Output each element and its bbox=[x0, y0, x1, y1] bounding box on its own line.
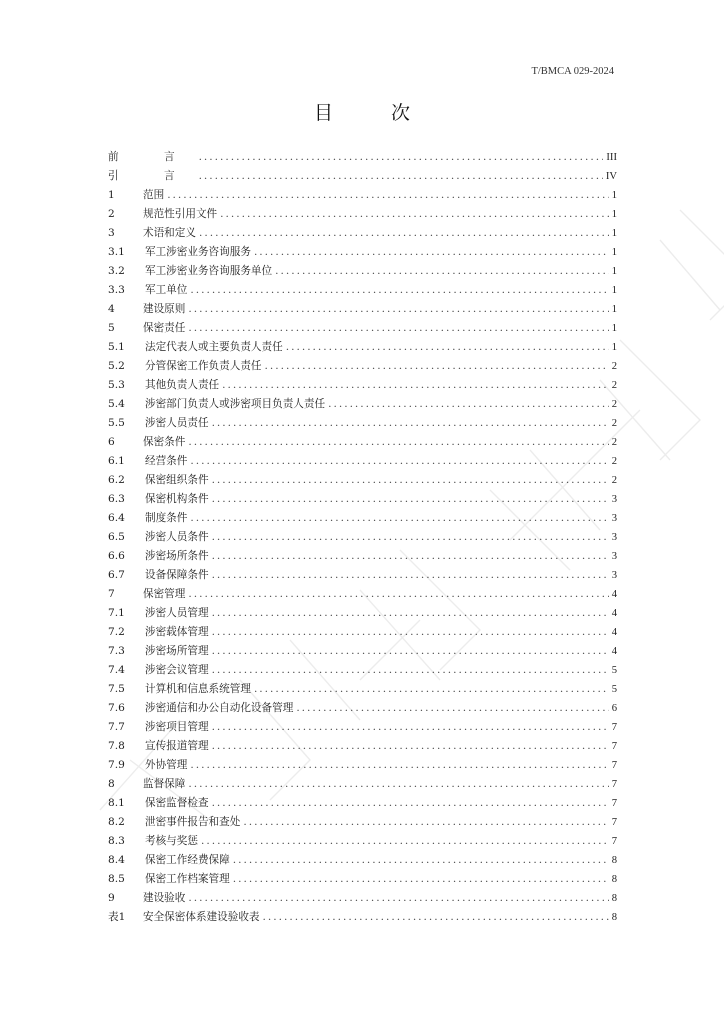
toc-leader-dots bbox=[190, 509, 608, 528]
toc-entry-page: 7 bbox=[611, 760, 617, 771]
toc-entry[interactable] bbox=[108, 585, 617, 604]
toc-entry-number: 7.5 bbox=[108, 683, 125, 695]
toc-entry-page: 1 bbox=[611, 228, 617, 239]
toc-entry[interactable] bbox=[108, 870, 617, 889]
toc-entry-label: 其他负责人责任 bbox=[145, 379, 220, 391]
toc-leader-dots bbox=[233, 870, 609, 889]
toc-entry-number: 6.3 bbox=[108, 493, 125, 505]
toc-entry-number: 1 bbox=[108, 189, 115, 201]
toc-leader-dots bbox=[265, 357, 609, 376]
toc-entry-label: 设备保障条件 bbox=[145, 569, 209, 581]
toc-leader-dots bbox=[188, 775, 608, 794]
toc-entry[interactable] bbox=[108, 680, 617, 699]
toc-entry[interactable] bbox=[108, 889, 617, 908]
toc-entry-label: 规范性引用文件 bbox=[143, 208, 218, 220]
toc-entry-number: 8.5 bbox=[108, 873, 125, 885]
toc-entry-number: 8.1 bbox=[108, 797, 125, 809]
toc-entry-page: 1 bbox=[611, 247, 617, 258]
toc-leader-dots bbox=[199, 148, 604, 167]
toc-entry[interactable] bbox=[108, 490, 617, 509]
toc-entry-number: 6.7 bbox=[108, 569, 125, 581]
toc-entry-page: 1 bbox=[611, 323, 617, 334]
toc-leader-dots bbox=[212, 623, 609, 642]
toc-entry-label: 经营条件 bbox=[145, 455, 188, 467]
toc-leader-dots bbox=[233, 851, 609, 870]
toc-entry-page: 4 bbox=[611, 608, 617, 619]
toc-entry-page: 2 bbox=[611, 361, 617, 372]
toc-entry-label: 涉密载体管理 bbox=[145, 626, 209, 638]
toc-leader-dots bbox=[188, 585, 608, 604]
toc-entry-number: 5.4 bbox=[108, 398, 125, 410]
toc-entry-page: 2 bbox=[611, 380, 617, 391]
toc-entry-label: 制度条件 bbox=[145, 512, 188, 524]
toc-entry-page: 7 bbox=[611, 798, 617, 809]
toc-entry-number: 3 bbox=[108, 227, 115, 239]
toc-entry[interactable] bbox=[108, 851, 617, 870]
document-code: T/BMCA 029-2024 bbox=[531, 66, 614, 77]
toc-leader-dots bbox=[212, 471, 609, 490]
toc-entry[interactable] bbox=[108, 775, 617, 794]
toc-entry-page: 7 bbox=[611, 779, 617, 790]
toc-entry-label: 建设原则 bbox=[143, 303, 186, 315]
toc-entry-number: 5 bbox=[108, 322, 115, 334]
toc-entry-number: 5.5 bbox=[108, 417, 125, 429]
toc-leader-dots bbox=[188, 319, 608, 338]
toc-entry-number: 8.2 bbox=[108, 816, 125, 828]
toc-entry-label: 计算机和信息系统管理 bbox=[145, 683, 251, 695]
toc-entry-number: 8.4 bbox=[108, 854, 125, 866]
toc-entry-number: 6.5 bbox=[108, 531, 125, 543]
toc-entry-label: 外协管理 bbox=[145, 759, 188, 771]
toc-entry[interactable] bbox=[108, 908, 617, 927]
toc-entry[interactable] bbox=[108, 794, 617, 813]
toc-leader-dots bbox=[263, 908, 609, 927]
toc-entry[interactable] bbox=[108, 661, 617, 680]
toc-entry-page: 3 bbox=[611, 532, 617, 543]
toc-entry[interactable] bbox=[108, 281, 617, 300]
toc-entry-label: 泄密事件报告和查处 bbox=[145, 816, 241, 828]
toc-leader-dots bbox=[188, 889, 608, 908]
toc-entry-number: 7 bbox=[108, 588, 115, 600]
toc-entry-page: 3 bbox=[611, 494, 617, 505]
toc-leader-dots bbox=[212, 718, 609, 737]
toc-entry-page: 3 bbox=[611, 570, 617, 581]
toc-leader-dots bbox=[199, 224, 609, 243]
toc-entry-page: 8 bbox=[611, 874, 617, 885]
toc-entry-label: 保密机构条件 bbox=[145, 493, 209, 505]
toc-entry-page: 4 bbox=[611, 589, 617, 600]
toc-entry-page: 2 bbox=[611, 437, 617, 448]
toc-entry-label: 保密条件 bbox=[143, 436, 186, 448]
toc-leader-dots bbox=[212, 547, 609, 566]
toc-entry-number: 6 bbox=[108, 436, 115, 448]
toc-entry-label: 涉密项目管理 bbox=[145, 721, 209, 733]
toc-entry-label: 涉密通信和办公自动化设备管理 bbox=[145, 702, 294, 714]
toc-leader-dots bbox=[212, 794, 609, 813]
toc-leader-dots bbox=[254, 243, 609, 262]
toc-entry[interactable] bbox=[108, 756, 617, 775]
toc-entry-number: 9 bbox=[108, 892, 115, 904]
toc-leader-dots bbox=[222, 376, 609, 395]
toc-entry-number: 3.3 bbox=[108, 284, 125, 296]
toc-leader-dots bbox=[212, 661, 609, 680]
toc-entry-number: 表1 bbox=[108, 911, 126, 923]
toc-entry-label: 保密工作档案管理 bbox=[145, 873, 230, 885]
toc-entry[interactable] bbox=[108, 699, 617, 718]
toc-entry-number: 2 bbox=[108, 208, 115, 220]
toc-entry-label: 保密监督检查 bbox=[145, 797, 209, 809]
toc-entry-label: 范围 bbox=[143, 189, 165, 201]
toc-entry-page: 4 bbox=[611, 646, 617, 657]
toc-entry[interactable] bbox=[108, 832, 617, 851]
toc-entry-page: 8 bbox=[611, 912, 617, 923]
toc-leader-dots bbox=[167, 186, 609, 205]
toc-entry-page: 1 bbox=[611, 342, 617, 353]
toc-entry[interactable] bbox=[108, 718, 617, 737]
toc-entry[interactable] bbox=[108, 338, 617, 357]
toc-leader-dots bbox=[212, 566, 609, 585]
toc-entry-page: 2 bbox=[611, 418, 617, 429]
toc-leader-dots bbox=[254, 680, 609, 699]
toc-entry-label: 军工涉密业务咨询服务单位 bbox=[145, 265, 273, 277]
toc-entry-number: 6.4 bbox=[108, 512, 125, 524]
toc-entry[interactable] bbox=[108, 300, 617, 319]
toc-leader-dots bbox=[220, 205, 609, 224]
toc-entry-page: 5 bbox=[611, 665, 617, 676]
toc-entry-label: 分管保密工作负责人责任 bbox=[145, 360, 262, 372]
toc-leader-dots bbox=[188, 300, 608, 319]
toc-entry-number: 5.3 bbox=[108, 379, 125, 391]
toc-entry[interactable] bbox=[108, 452, 617, 471]
toc-entry[interactable] bbox=[108, 813, 617, 832]
toc-entry-number: 8.3 bbox=[108, 835, 125, 847]
toc-entry[interactable] bbox=[108, 737, 617, 756]
page-title: 目 次 bbox=[313, 102, 437, 124]
toc-entry-label: 军工单位 bbox=[145, 284, 188, 296]
toc-entry-number: 7.4 bbox=[108, 664, 125, 676]
toc-entry[interactable] bbox=[108, 395, 617, 414]
toc-entry-label: 监督保障 bbox=[143, 778, 186, 790]
toc-entry-label: 涉密场所条件 bbox=[145, 550, 209, 562]
toc-entry-label: 建设验收 bbox=[143, 892, 186, 904]
toc-entry-label: 涉密场所管理 bbox=[145, 645, 209, 657]
toc-entry[interactable] bbox=[108, 528, 617, 547]
toc-leader-dots bbox=[212, 528, 609, 547]
toc-entry[interactable] bbox=[108, 642, 617, 661]
toc-leader-dots bbox=[296, 699, 608, 718]
toc-leader-dots bbox=[188, 433, 608, 452]
toc-leader-dots bbox=[212, 414, 609, 433]
toc-entry-number: 8 bbox=[108, 778, 115, 790]
toc-entry[interactable] bbox=[108, 148, 617, 167]
toc-entry[interactable] bbox=[108, 243, 617, 262]
toc-leader-dots bbox=[286, 338, 609, 357]
toc-leader-dots bbox=[212, 490, 609, 509]
toc-leader-dots bbox=[212, 604, 609, 623]
table-of-contents bbox=[108, 148, 617, 927]
toc-entry-label: 保密组织条件 bbox=[145, 474, 209, 486]
toc-entry-page: 1 bbox=[611, 285, 617, 296]
toc-entry[interactable] bbox=[108, 509, 617, 528]
toc-entry-number: 6.1 bbox=[108, 455, 125, 467]
toc-entry-number: 7.9 bbox=[108, 759, 125, 771]
toc-leader-dots bbox=[212, 642, 609, 661]
toc-entry[interactable] bbox=[108, 414, 617, 433]
toc-entry[interactable] bbox=[108, 167, 617, 186]
toc-entry-number: 7.1 bbox=[108, 607, 125, 619]
toc-entry-label: 涉密人员管理 bbox=[145, 607, 209, 619]
toc-entry[interactable] bbox=[108, 604, 617, 623]
toc-leader-dots bbox=[212, 737, 609, 756]
toc-entry-label: 宣传报道管理 bbox=[145, 740, 209, 752]
toc-entry-page: IV bbox=[605, 171, 617, 182]
toc-entry-label: 法定代表人或主要负责人责任 bbox=[145, 341, 283, 353]
toc-entry-number: 4 bbox=[108, 303, 115, 315]
toc-entry-label: 保密工作经费保障 bbox=[145, 854, 230, 866]
toc-entry-number: 7.8 bbox=[108, 740, 125, 752]
toc-entry-number: 7.6 bbox=[108, 702, 125, 714]
toc-leader-dots bbox=[190, 452, 608, 471]
toc-entry-number: 7.7 bbox=[108, 721, 125, 733]
toc-leader-dots bbox=[275, 262, 609, 281]
toc-leader-dots bbox=[328, 395, 609, 414]
toc-entry-label: 保密管理 bbox=[143, 588, 186, 600]
toc-entry-label: 涉密部门负责人或涉密项目负责人责任 bbox=[145, 398, 326, 410]
toc-entry[interactable] bbox=[108, 471, 617, 490]
toc-entry-number: 6.6 bbox=[108, 550, 125, 562]
toc-entry-page: 6 bbox=[611, 703, 617, 714]
toc-entry[interactable] bbox=[108, 186, 617, 205]
toc-entry-page: 2 bbox=[611, 475, 617, 486]
toc-entry-label: 涉密会议管理 bbox=[145, 664, 209, 676]
toc-entry-page: 7 bbox=[611, 741, 617, 752]
toc-entry-page: 1 bbox=[611, 209, 617, 220]
toc-entry-page: 1 bbox=[611, 304, 617, 315]
toc-entry-page: 4 bbox=[611, 627, 617, 638]
toc-entry-page: 5 bbox=[611, 684, 617, 695]
toc-entry-number: 6.2 bbox=[108, 474, 125, 486]
toc-entry-label: 引 言 bbox=[108, 170, 196, 182]
toc-entry-page: 2 bbox=[611, 456, 617, 467]
toc-entry-page: 7 bbox=[611, 817, 617, 828]
toc-entry-label: 前 言 bbox=[108, 151, 196, 163]
toc-leader-dots bbox=[243, 813, 608, 832]
toc-entry-page: 3 bbox=[611, 551, 617, 562]
toc-entry-number: 3.2 bbox=[108, 265, 125, 277]
toc-entry-page: 1 bbox=[611, 266, 617, 277]
toc-leader-dots bbox=[190, 756, 608, 775]
toc-entry-number: 7.2 bbox=[108, 626, 125, 638]
toc-entry-number: 3.1 bbox=[108, 246, 125, 258]
toc-entry[interactable] bbox=[108, 319, 617, 338]
toc-entry[interactable] bbox=[108, 357, 617, 376]
toc-entry-label: 涉密人员责任 bbox=[145, 417, 209, 429]
toc-entry-label: 保密责任 bbox=[143, 322, 186, 334]
toc-entry-label: 涉密人员条件 bbox=[145, 531, 209, 543]
toc-entry-label: 考核与奖惩 bbox=[145, 835, 198, 847]
toc-entry-page: 8 bbox=[611, 855, 617, 866]
toc-entry-page: 7 bbox=[611, 722, 617, 733]
toc-entry-label: 术语和定义 bbox=[143, 227, 196, 239]
toc-entry[interactable] bbox=[108, 205, 617, 224]
toc-entry-page: 2 bbox=[611, 399, 617, 410]
toc-entry-number: 5.1 bbox=[108, 341, 125, 353]
toc-entry[interactable] bbox=[108, 376, 617, 395]
toc-entry[interactable] bbox=[108, 433, 617, 452]
toc-entry[interactable] bbox=[108, 224, 617, 243]
toc-leader-dots bbox=[199, 167, 603, 186]
toc-entry[interactable] bbox=[108, 623, 617, 642]
toc-entry-label: 军工涉密业务咨询服务 bbox=[145, 246, 251, 258]
toc-entry-page: III bbox=[606, 152, 617, 163]
toc-entry-number: 5.2 bbox=[108, 360, 125, 372]
toc-entry-page: 1 bbox=[611, 190, 617, 201]
toc-entry[interactable] bbox=[108, 262, 617, 281]
toc-entry-page: 8 bbox=[611, 893, 617, 904]
toc-leader-dots bbox=[201, 832, 609, 851]
toc-entry[interactable] bbox=[108, 547, 617, 566]
toc-entry[interactable] bbox=[108, 566, 617, 585]
toc-entry-page: 7 bbox=[611, 836, 617, 847]
toc-entry-number: 7.3 bbox=[108, 645, 125, 657]
toc-leader-dots bbox=[190, 281, 608, 300]
toc-entry-page: 3 bbox=[611, 513, 617, 524]
toc-entry-label: 安全保密体系建设验收表 bbox=[143, 911, 260, 923]
